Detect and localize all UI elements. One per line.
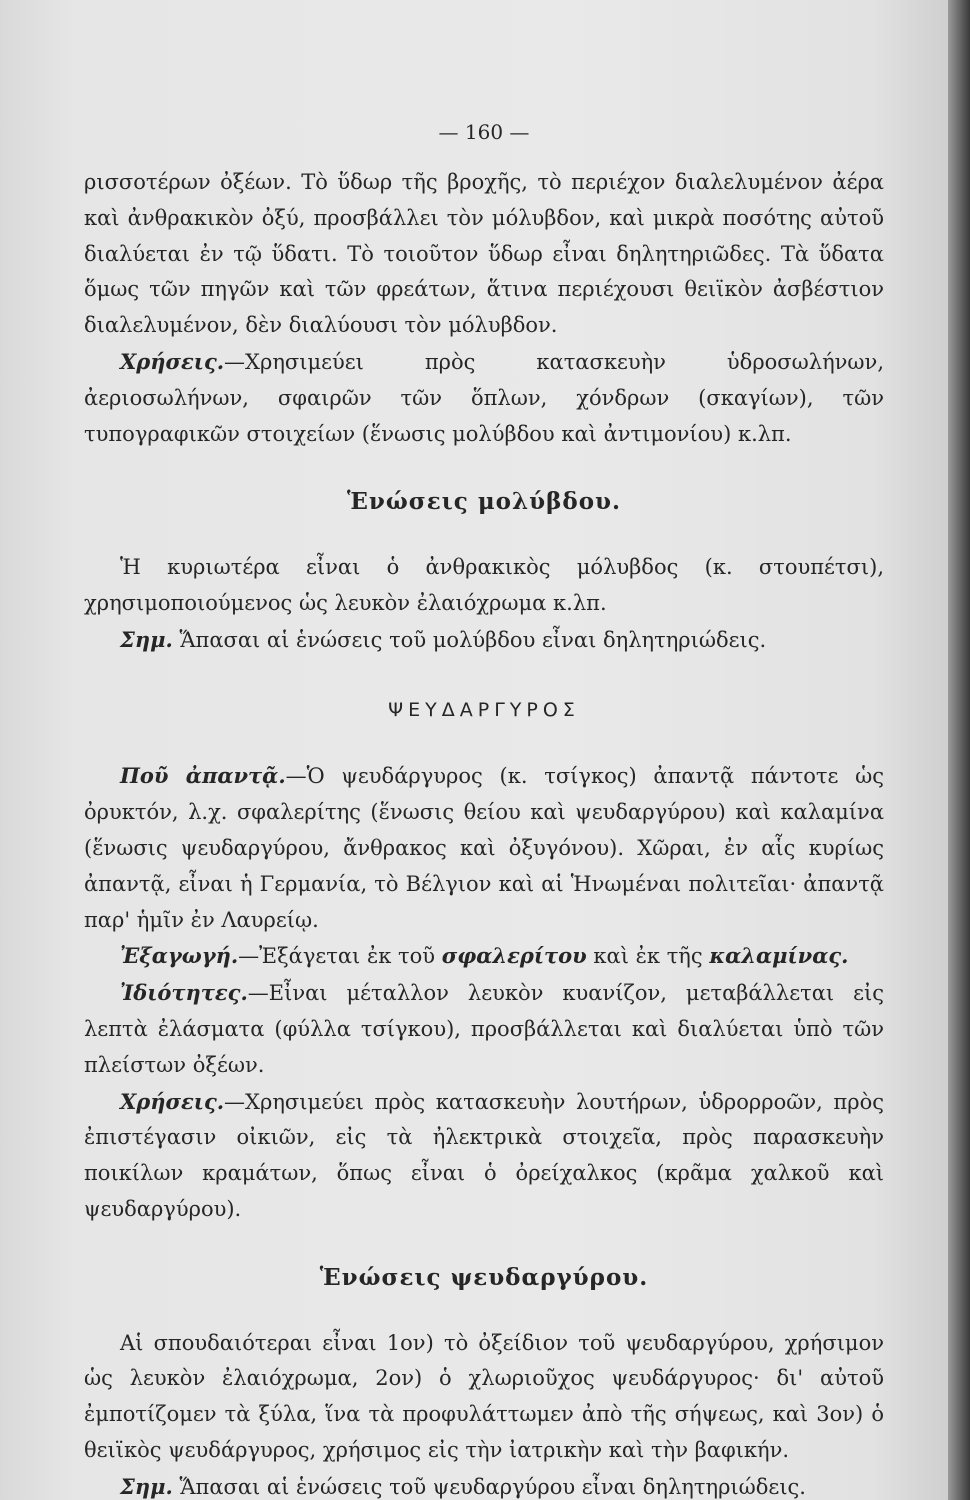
- extraction-bold-calamine: καλαμίνας.: [709, 943, 849, 969]
- page-edge-shadow: [948, 0, 970, 1500]
- note2-term: Σημ.: [120, 1473, 173, 1499]
- heading-zinc-compounds: Ἑνώσεις ψευδαργύρου.: [319, 1263, 649, 1291]
- paragraph-lead-water: ρισσοτέρων ὀξέων. Τὸ ὕδωρ τῆς βροχῆς, τὸ περιέχον διαλελυμένον ἀέρα καὶ ἀνθρακικὸν ὀξύ, προσβάλλει τὸν μόλυβδον, καὶ μικρὰ ποσότης αὐτοῦ διαλύεται ἐν τῷ ὕδατι. Τὸ τοιοῦτον ὕδωρ εἶναι δηλητηριῶδες. Τὰ ὕδατα ὅμως τῶν πηγῶν καὶ τῶν φρεάτων, ἅτινα περιέχουσι θειϊκὸν ἀσβέστιον διαλελυμένον, δὲν διαλύουσι τὸν μόλυβδον.: [84, 170, 884, 338]
- extraction-text-before: —Ἐξάγεται ἐκ τοῦ: [238, 944, 442, 969]
- page-number: — 160 —: [438, 120, 530, 144]
- heading-lead-compounds: Ἑνώσεις μολύβδου.: [346, 488, 622, 516]
- paragraph-zinc-compounds: Αἱ σπουδαιότεραι εἶναι 1ον) τὸ ὀξείδιον τοῦ ψευδαργύρου, χρήσιμον ὡς λευκὸν ἐλαιόχρωμα, 2ον) ὁ χλωριοῦχος ψευδάργυρος· δι' αὐτοῦ ἐμποτίζομεν τὰ ξύλα, ἵνα τὰ προφυλάττωμεν ἀπὸ τῆς σήψεως, καὶ 3ον) ὁ θειϊκὸς ψευδάργυρος, χρήσιμος εἰς τὴν ἰατρικὴν καὶ τὴν βαφικήν.: [84, 1330, 884, 1462]
- paragraph-zinc-occurrence: [84, 758, 884, 938]
- extraction-text-middle: καὶ ἐκ τῆς: [586, 944, 710, 969]
- page-content: [84, 110, 884, 1500]
- properties-term: Ἰδιότητες.: [120, 980, 248, 1006]
- uses-text: —Χρησιμεύει πρὸς κατασκευὴν ὑδροσωλήνων, ἀεριοσωλήνων, σφαιρῶν τῶν ὅπλων, χόνδρων (σκαγίων), τῶν τυπογραφικῶν στοιχείων (ἕνωσις μολύβδου καὶ ἀντιμονίου) κ.λπ.: [84, 349, 884, 446]
- section-title-zinc: ΨΕΥΔΑΡΓΥΡΟΣ: [388, 698, 580, 721]
- note-term: Σημ.: [120, 626, 173, 652]
- note2-text: Ἅπασαι αἱ ἑνώσεις τοῦ ψευδαργύρου εἶναι δηλητηριώδεις.: [179, 1474, 806, 1499]
- where-found-term: Ποῦ ἀπαντᾷ.: [120, 763, 286, 789]
- note-zinc-toxic: [84, 1469, 884, 1500]
- properties-text: —Εἶναι μέταλλον λευκὸν κυανίζον, μεταβάλλεται εἰς λεπτὰ ἐλάσματα (φύλλα τσίγκου), προσβάλλεται καὶ διαλύεται ὑπὸ τῶν πλείστων ὀξέων.: [84, 981, 884, 1077]
- paragraph-lead-compounds: Ἡ κυριωτέρα εἶναι ὁ ἀνθρακικὸς μόλυβδος (κ. στουπέτσι), χρησιμοποιούμενος ὡς λευκὸν ἐλαιόχρωμα κ.λπ.: [84, 555, 884, 615]
- extraction-bold-sphalerite: σφαλερίτου: [441, 943, 587, 969]
- paragraph-zinc-properties: [84, 975, 884, 1083]
- uses-term: Χρήσεις.: [120, 348, 225, 374]
- zinc-uses-text: —Χρησιμεύει πρὸς κατασκευὴν λουτήρων, ὑδρορροῶν, πρὸς ἐπιστέγασιν οἰκιῶν, εἰς τὰ ἠλεκτρικὰ στοιχεῖα, πρὸς παρασκευὴν ποικίλων κραμάτων, ὅπως εἶναι ὁ ὀρείχαλκος (κρᾶμα χαλκοῦ καὶ ψευδαργύρου).: [84, 1089, 884, 1221]
- where-found-text: —Ὁ ψευδάργυρος (κ. τσίγκος) ἀπαντᾷ πάντοτε ὡς ὀρυκτόν, λ.χ. σφαλερίτης (ἕνωσις θείου καὶ ψευδαργύρου) καὶ καλαμίνα (ἕνωσις ψευδαργύρου, ἄνθρακος καὶ ὀξυγόνου). Χῶραι, ἐν αἷς κυρίως ἀπαντᾷ, εἶναι ἡ Γερμανία, τὸ Βέλγιον καὶ αἱ Ἡνωμέναι πολιτεῖαι· ἀπαντᾷ παρ' ἡμῖν ἐν Λαυρείῳ.: [84, 764, 885, 932]
- paragraph-zinc-extraction: [84, 938, 884, 975]
- paragraph-lead-uses: [84, 344, 884, 452]
- zinc-uses-term: Χρήσεις.: [120, 1088, 225, 1114]
- paragraph-zinc-uses: [84, 1084, 884, 1228]
- note-lead-toxic: [84, 622, 884, 659]
- note-text: Ἅπασαι αἱ ἑνώσεις τοῦ μολύβδου εἶναι δηλητηριώδεις.: [179, 627, 767, 652]
- extraction-term: Ἐξαγωγή.: [120, 943, 239, 969]
